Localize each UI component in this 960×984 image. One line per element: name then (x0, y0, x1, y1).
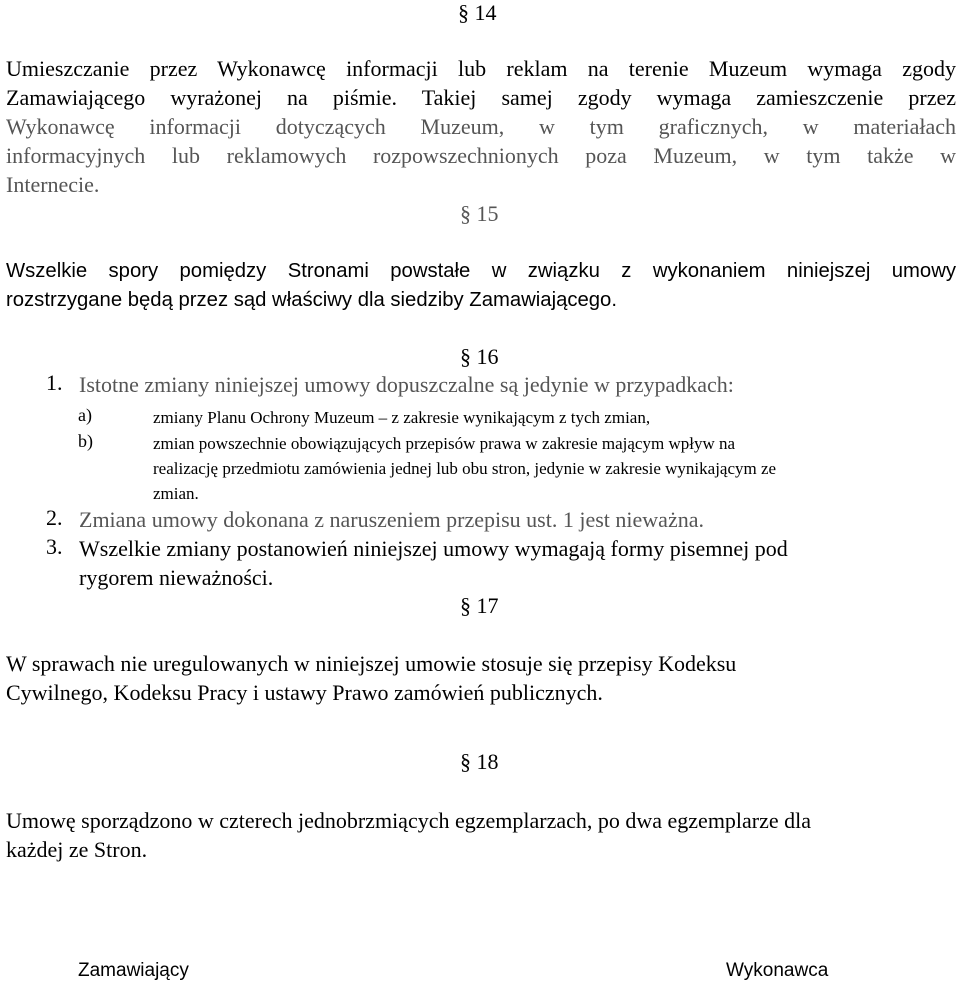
signature-contracting-party: Zamawiający (78, 960, 189, 981)
section-15-heading: § 15 (460, 201, 499, 226)
section-17-paragraph (6, 649, 736, 707)
section-16-heading: § 16 (460, 344, 499, 369)
subitem-line: zmian powszechnie obowiązujących przepisów prawa w zakresie mającym wpływ na (153, 434, 736, 453)
section-14-heading: § 14 (458, 0, 497, 25)
section-18-paragraph (6, 806, 811, 864)
signature-contractor: Wykonawca (726, 960, 829, 981)
section-17-heading: § 17 (460, 593, 499, 618)
subitem-letter-b: b) (78, 431, 93, 451)
section-14-paragraph (6, 54, 956, 199)
paragraph-line: Zamawiającego wyrażonej na piśmie. Takiej samej zgody wymaga zamieszczenie przez (6, 85, 956, 110)
subitem-line: zmian. (153, 484, 199, 503)
paragraph-line: informacyjnych lub reklamowych rozpowszechnionych poza Muzeum, w tym także w (6, 143, 956, 168)
subitem-line: zmiany Planu Ochrony Muzeum – z zakresie wynikającym z tych zmian, (153, 408, 651, 427)
paragraph-line: każdej ze Stron. (6, 837, 148, 862)
subitem-text-a (153, 405, 650, 430)
paragraph-line: Umowę sporządzono w czterech jednobrzmiących egzemplarzach, po dwa egzemplarze dla (6, 808, 812, 833)
subitem-text-b (153, 431, 873, 506)
paragraph-line: Wykonawcę informacji dotyczących Muzeum, w tym graficznych, w materiałach (6, 114, 956, 139)
paragraph-line: Wszelkie spory pomiędzy Stronami powstałe w związku z wykonaniem niniejszej umowy (6, 260, 956, 282)
paragraph-line: rozstrzygane będą przez sąd właściwy dla siedziby Zamawiającego. (6, 289, 617, 311)
item-line: Wszelkie zmiany postanowień niniejszej umowy wymagają formy pisemnej pod (79, 536, 788, 561)
section-18-heading: § 18 (460, 749, 499, 774)
subitem-letter-a: a) (78, 405, 92, 425)
item-text-3 (79, 534, 788, 592)
item-number-2: 2. (46, 505, 63, 530)
item-line: Zmiana umowy dokonana z naruszeniem przepisu ust. 1 jest nieważna. (79, 507, 704, 532)
paragraph-line: Cywilnego, Kodeksu Pracy i ustawy Prawo zamówień publicznych. (6, 680, 603, 705)
item-text-2 (79, 505, 704, 534)
paragraph-line: Umieszczanie przez Wykonawcę informacji lub reklam na terenie Muzeum wymaga zgody (6, 56, 956, 81)
item-number-3: 3. (46, 534, 63, 559)
item-line: rygorem nieważności. (79, 565, 274, 590)
item-text-1: Istotne zmiany niniejszej umowy dopuszczalne są jedynie w przypadkach: (79, 372, 734, 397)
subitem-line: realizację przedmiotu zamówienia jednej lub obu stron, jedynie w zakresie wynikającym ze (153, 459, 777, 478)
paragraph-line: W sprawach nie uregulowanych w niniejszej umowie stosuje się przepisy Kodeksu (6, 651, 737, 676)
section-15-paragraph (6, 257, 956, 315)
paragraph-line: Internecie. (6, 172, 100, 197)
item-number-1: 1. (46, 370, 63, 395)
